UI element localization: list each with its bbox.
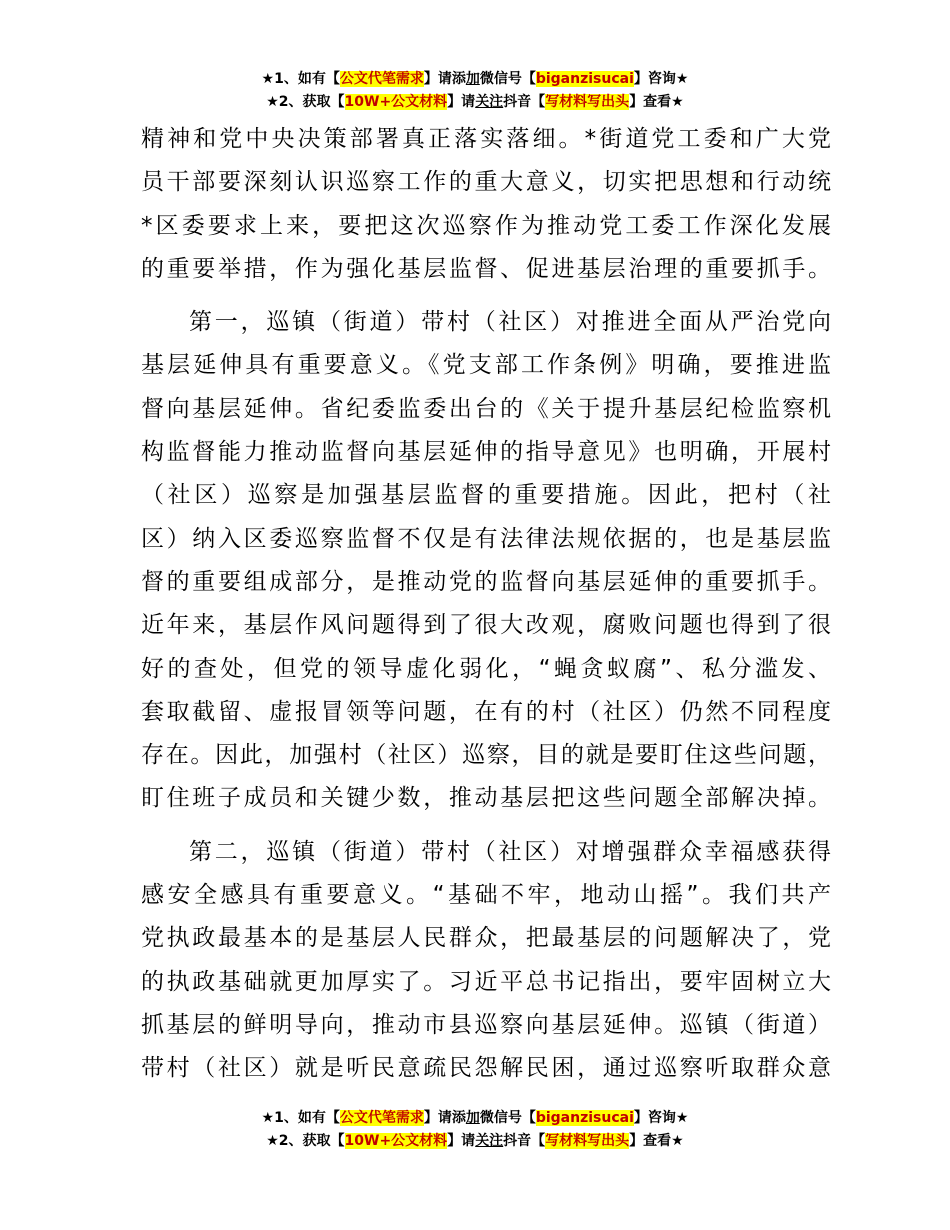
banner-underlined-text: 关注	[475, 94, 504, 110]
paragraph-3	[141, 831, 831, 1091]
paragraph-1	[141, 118, 831, 291]
banner-highlight: 公文代笔需求	[339, 1110, 424, 1126]
text-line: 带村（社区）就是听民意疏民怨解民困，通过巡察听取群众意	[141, 1055, 831, 1082]
banner-highlight: 10W+公文材料	[344, 94, 448, 110]
banner-text: 】请添	[423, 1110, 466, 1126]
banner-highlight: biganzisucai	[535, 1110, 634, 1126]
banner-line-1	[0, 68, 950, 91]
banner-text: 微信号【	[479, 71, 536, 87]
banner-highlight: 10W+公文材料	[344, 1133, 448, 1149]
text-line: 第一，巡镇（街道）带村（社区）对推进全面从严治党向	[189, 309, 831, 336]
banner-text: ★1、如有【	[261, 71, 340, 87]
text-line: 抓基层的鲜明导向，推动市县巡察向基层延伸。巡镇（街道）	[141, 1011, 831, 1038]
text-line: 精神和党中央决策部署真正落实落细。*街道党工委和广大党	[141, 126, 831, 152]
text-line: 好的查处，但党的领导虚化弱化，“蝇贪蚁腐”、私分滥发、	[141, 655, 831, 682]
text-line: 区）纳入区委巡察监督不仅是有法律法规依据的，也是基层监	[141, 525, 831, 552]
text-line: 第二，巡镇（街道）带村（社区）对增强群众幸福感获得	[189, 838, 831, 865]
banner-text: ★2、获取【	[266, 94, 345, 110]
text-line: 近年来，基层作风问题得到了很大改观，腐败问题也得到了很	[141, 612, 831, 639]
banner-line-2	[0, 1130, 950, 1153]
text-line: *区委要求上来，要把这次巡察作为推动党工委工作深化发展	[141, 212, 831, 239]
footer-banner	[0, 1107, 950, 1153]
text-line: 党执政最基本的是基层人民群众，把最基层的问题解决了，党	[141, 925, 831, 952]
banner-highlight: 写材料写出头	[545, 1133, 630, 1149]
header-banner	[0, 68, 950, 114]
banner-text: 】查看★	[629, 94, 684, 110]
banner-line-1	[0, 1107, 950, 1130]
banner-underlined-text: 关注	[475, 1133, 504, 1149]
banner-text: 】请	[447, 1133, 476, 1149]
banner-underlined-text: 加	[465, 71, 480, 87]
banner-text: 微信号【	[479, 1110, 536, 1126]
text-line: 的执政基础就更加厚实了。习近平总书记指出，要牢固树立大	[141, 968, 831, 995]
banner-highlight: 公文代笔需求	[339, 71, 424, 87]
text-line: （社区）巡察是加强基层监督的重要措施。因此，把村（社	[141, 482, 831, 509]
text-line: 存在。因此，加强村（社区）巡察，目的就是要盯住这些问题，	[141, 742, 831, 769]
banner-text: 】查看★	[629, 1133, 684, 1149]
text-line: 基层延伸具有重要意义。《党支部工作条例》明确，要推进监	[141, 352, 831, 379]
banner-text: 】请	[447, 94, 476, 110]
banner-text: 】咨询★	[633, 71, 689, 87]
banner-text: ★1、如有【	[261, 1110, 340, 1126]
banner-underlined-text: 加	[465, 1110, 480, 1126]
text-line: 套取截留、虚报冒领等问题，在有的村（社区）仍然不同程度	[141, 698, 831, 725]
banner-text: 】咨询★	[633, 1110, 689, 1126]
document-body	[141, 118, 831, 1091]
banner-highlight: 写材料写出头	[545, 94, 630, 110]
banner-highlight: biganzisucai	[535, 71, 634, 87]
banner-text: 抖音【	[503, 94, 546, 110]
text-line: 构监督能力推动监督向基层延伸的指导意见》也明确，开展村	[141, 439, 831, 466]
text-line: 的重要举措，作为强化基层监督、促进基层治理的重要抓手。	[141, 255, 831, 282]
banner-line-2	[0, 91, 950, 114]
banner-text: 】请添	[423, 71, 466, 87]
text-line: 感安全感具有重要意义。“基础不牢，地动山摇”。我们共产	[141, 882, 831, 909]
banner-text: ★2、获取【	[266, 1133, 345, 1149]
text-line: 督的重要组成部分，是推动党的监督向基层延伸的重要抓手。	[141, 568, 831, 595]
banner-text: 抖音【	[503, 1133, 546, 1149]
text-line: 员干部要深刻认识巡察工作的重大意义，切实把思想和行动统	[141, 169, 831, 196]
text-line: 督向基层延伸。省纪委监委出台的《关于提升基层纪检监察机	[141, 395, 831, 422]
text-line: 盯住班子成员和关键少数，推动基层把这些问题全部解决掉。	[141, 785, 831, 812]
paragraph-2	[141, 301, 831, 821]
